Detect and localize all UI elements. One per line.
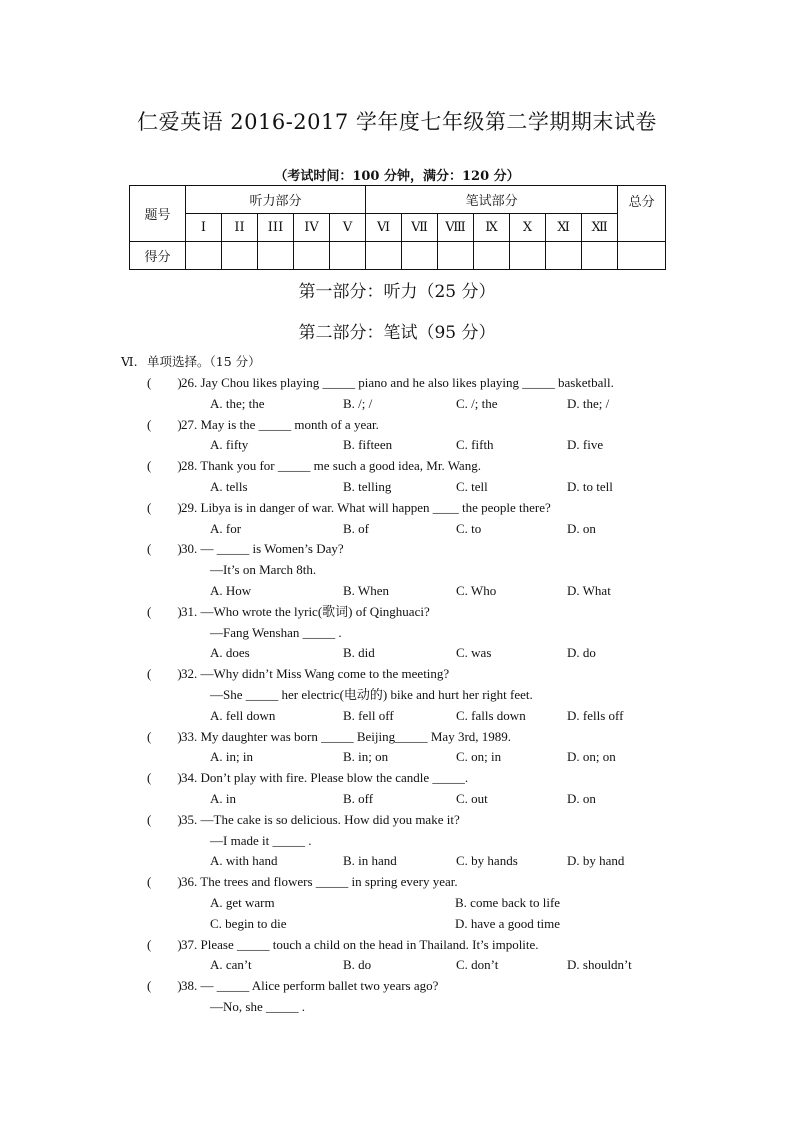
option-a[interactable]: A. in; in [210, 749, 253, 765]
question-list [147, 373, 667, 1018]
option-d[interactable]: D. by hand [567, 853, 625, 869]
option-d[interactable]: D. shouldn’t [567, 957, 632, 973]
question-text: 31. —Who wrote the lyric(歌词) of Qinghuaci? [181, 603, 430, 619]
col-header: Ⅻ [582, 214, 618, 242]
option-c[interactable]: C. tell [456, 478, 488, 494]
option-b[interactable]: B. do [343, 957, 372, 973]
answer-blank[interactable]: ( ) [147, 499, 182, 515]
question-reply: —It’s on March 8th. [210, 562, 317, 578]
col-header: Ⅹ [510, 214, 546, 242]
option-c[interactable]: C. fifth [456, 437, 494, 453]
question-text: 35. —The cake is so delicious. How did you make it? [181, 811, 460, 827]
answer-blank[interactable]: ( ) [147, 770, 182, 786]
option-d[interactable]: D. on; on [567, 749, 616, 765]
answer-blank[interactable]: ( ) [147, 666, 182, 682]
score-cell[interactable] [330, 242, 366, 270]
score-cell[interactable] [222, 242, 258, 270]
col-header: III [258, 214, 294, 242]
option-d[interactable]: D. do [567, 645, 596, 661]
option-c[interactable]: C. Who [456, 582, 497, 598]
score-table [129, 185, 666, 270]
question-text: 27. May is the _____ month of a year. [181, 416, 379, 432]
score-cell[interactable] [474, 242, 510, 270]
exam-info: （考试时间：100 分钟，满分：120 分） [274, 169, 520, 184]
question-line [147, 872, 667, 893]
option-a[interactable]: A. for [210, 520, 242, 536]
total-header: 总分 [618, 186, 666, 242]
col-header: Ⅸ [474, 214, 510, 242]
option-a[interactable]: A. How [210, 582, 252, 598]
writing-header: 笔试部分 [366, 186, 618, 214]
option-c[interactable]: C. begin to die [210, 915, 287, 931]
option-d[interactable]: D. to tell [567, 478, 613, 494]
option-b[interactable]: B. in hand [343, 853, 397, 869]
option-b[interactable]: B. off [343, 790, 374, 806]
answer-blank[interactable]: ( ) [147, 978, 182, 994]
col-header: Ⅺ [546, 214, 582, 242]
option-row [147, 955, 667, 976]
question-text: 28. Thank you for _____ me such a good idea, Mr. Wang. [181, 458, 481, 474]
col-header: IV [294, 214, 330, 242]
option-row [147, 789, 667, 810]
option-row [147, 643, 667, 664]
score-cell[interactable] [294, 242, 330, 270]
option-row [147, 394, 667, 415]
option-a[interactable]: A. get warm [210, 894, 275, 910]
answer-blank[interactable]: ( ) [147, 458, 182, 474]
option-c[interactable]: C. to [456, 520, 482, 536]
option-row [147, 851, 667, 872]
question-line [147, 664, 667, 685]
option-c[interactable]: C. on; in [456, 749, 502, 765]
score-cell[interactable] [510, 242, 546, 270]
question-line [147, 727, 667, 748]
question-text: 29. Libya is in danger of war. What will happen ____ the people there? [181, 499, 551, 515]
question-reply: —Fang Wenshan _____ . [210, 624, 342, 640]
option-a[interactable]: A. the; the [210, 395, 265, 411]
option-a[interactable]: A. with hand [210, 853, 278, 869]
question-text: 34. Don’t play with fire. Please blow the candle _____. [181, 770, 469, 786]
score-cell[interactable] [402, 242, 438, 270]
score-cell[interactable] [438, 242, 474, 270]
answer-blank[interactable]: ( ) [147, 811, 182, 827]
option-b[interactable]: B. fifteen [343, 437, 393, 453]
question-text: 32. —Why didn’t Miss Wang come to the meeting? [181, 666, 450, 682]
question-line [147, 539, 667, 560]
question-text: 33. My daughter was born _____ Beijing_____ May 3rd, 1989. [181, 728, 512, 744]
col-header: Ⅵ [366, 214, 402, 242]
score-label-cell: 得分 [130, 242, 186, 270]
option-a[interactable]: A. fifty [210, 437, 249, 453]
option-a[interactable]: A. does [210, 645, 250, 661]
option-c[interactable]: C. falls down [456, 707, 526, 723]
option-b[interactable]: B. come back to life [455, 894, 561, 910]
option-c[interactable]: C. was [456, 645, 492, 661]
question-reply: —She _____ her electric(电动的) bike and hurt her right feet. [210, 686, 533, 702]
question-line [147, 810, 667, 831]
answer-blank[interactable]: ( ) [147, 603, 182, 619]
question-text: 37. Please _____ touch a child on the head in Thailand. It’s impolite. [181, 936, 539, 952]
col-header: Ⅶ [402, 214, 438, 242]
option-row [147, 519, 667, 540]
question-reply: —I made it _____ . [210, 832, 312, 848]
option-d[interactable]: D. have a good time [455, 915, 561, 931]
part-two-heading: 第二部分：笔试（95 分） [298, 323, 496, 343]
question-text: 26. Jay Chou likes playing _____ piano and he also likes playing _____ basketball. [181, 375, 614, 390]
section-heading [121, 352, 261, 370]
option-b[interactable]: B. fell off [343, 707, 394, 723]
score-cell[interactable] [258, 242, 294, 270]
question-line [147, 768, 667, 789]
question-line [147, 935, 667, 956]
option-a[interactable]: A. tells [210, 478, 248, 494]
answer-blank[interactable]: ( ) [147, 874, 182, 890]
score-cell[interactable] [582, 242, 618, 270]
option-b[interactable]: B. in; on [343, 749, 389, 765]
option-b[interactable]: B. did [343, 645, 375, 661]
listening-header: 听力部分 [186, 186, 366, 214]
option-a[interactable]: A. in [210, 790, 236, 806]
option-b[interactable]: B. telling [343, 478, 392, 494]
score-cell[interactable] [546, 242, 582, 270]
question-line [147, 602, 667, 623]
question-line [147, 456, 667, 477]
option-d[interactable]: D. fells off [567, 707, 624, 723]
option-d[interactable]: D. five [567, 437, 604, 453]
question-text: 36. The trees and flowers _____ in spring every year. [181, 874, 458, 890]
option-row [147, 435, 667, 456]
col-header: Ⅷ [438, 214, 474, 242]
option-row [147, 914, 667, 935]
answer-blank[interactable]: ( ) [147, 936, 182, 952]
option-a[interactable]: A. can’t [210, 957, 252, 973]
option-b[interactable]: B. of [343, 520, 369, 536]
answer-blank[interactable]: ( ) [147, 416, 182, 432]
section-label: 单项选择。（15 分） [147, 354, 261, 369]
question-text: 30. — _____ is Women’s Day? [181, 541, 344, 557]
section-number: Ⅵ. [121, 354, 138, 369]
option-c[interactable]: C. don’t [456, 957, 499, 973]
option-c[interactable]: C. by hands [456, 853, 518, 869]
answer-blank[interactable]: ( ) [147, 375, 182, 390]
option-d[interactable]: D. on [567, 790, 596, 806]
question-line [147, 498, 667, 519]
page-title: 仁爱英语 2016-2017 学年度七年级第二学期期末试卷 [137, 110, 657, 134]
question-line [147, 373, 667, 394]
option-row [147, 581, 667, 602]
option-row [147, 747, 667, 768]
option-d[interactable]: D. the; / [567, 395, 610, 411]
score-cell[interactable] [366, 242, 402, 270]
option-d[interactable]: D. What [567, 582, 611, 598]
answer-blank[interactable]: ( ) [147, 728, 182, 744]
score-cell[interactable] [186, 242, 222, 270]
question-line [147, 415, 667, 436]
option-d[interactable]: D. on [567, 520, 596, 536]
option-b[interactable]: B. /; / [343, 395, 373, 411]
col-header: V [330, 214, 366, 242]
option-row [147, 893, 667, 914]
answer-blank[interactable]: ( ) [147, 541, 182, 557]
option-row [147, 706, 667, 727]
option-c[interactable]: C. out [456, 790, 488, 806]
option-row [147, 477, 667, 498]
question-text: 38. — _____ Alice perform ballet two years ago? [181, 978, 439, 994]
question-line [147, 976, 667, 997]
col-header: II [222, 214, 258, 242]
part-one-heading: 第一部分：听力（25 分） [298, 282, 496, 302]
col-header: I [186, 214, 222, 242]
option-b[interactable]: B. When [343, 582, 389, 598]
question-reply: —No, she _____ . [210, 998, 305, 1014]
row-label-cell: 题号 [130, 186, 186, 242]
option-a[interactable]: A. fell down [210, 707, 276, 723]
score-cell[interactable] [618, 242, 666, 270]
option-c[interactable]: C. /; the [456, 395, 498, 411]
